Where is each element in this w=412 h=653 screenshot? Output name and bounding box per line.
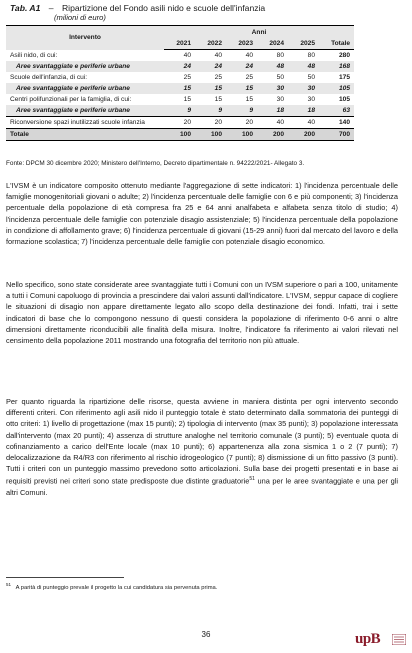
paragraph: Nello specifico, sono state considerate aree svantaggiate tutti i Comuni con un IVSM superiore o pari a 100, unitamente a tutti i Comuni capoluogo di provincia a prescindere dai valori assunti dall'indicatore. L'IVSM, seppur capace di cogliere le situazioni di disagio non appare direttamente legato allo scopo della destinazione dei fondi. Infatti, trai i sette indicatori di base che lo compongono nessuno di questi considera la popolazione di riferimento 0-6 anni o altre dimensioni direttamente riconducibili alle finalità della misura. Inoltre, l'indicatore fa riferimento ai valori rilevati nel censimento della popolazione 2011 mostrando una fotografia del territorio non più attuale. bbox=[6, 280, 398, 346]
table-row bbox=[6, 61, 354, 72]
footnote bbox=[6, 581, 217, 592]
upb-logo bbox=[355, 631, 410, 649]
row-total: 175 bbox=[338, 74, 350, 81]
row-total: 63 bbox=[342, 107, 350, 114]
table-dash: – bbox=[48, 3, 54, 13]
paragraph bbox=[6, 396, 398, 498]
row-label: Aree svantaggiate e periferie urbane bbox=[16, 85, 130, 92]
row-total: 105 bbox=[338, 96, 350, 103]
row-value: 100 bbox=[210, 131, 222, 138]
table-total-row bbox=[6, 129, 354, 141]
row-value: 20 bbox=[245, 119, 253, 126]
row-value: 25 bbox=[183, 74, 191, 81]
row-value: 80 bbox=[276, 52, 284, 59]
table-row bbox=[6, 83, 354, 94]
row-value: 9 bbox=[249, 107, 253, 114]
row-value: 9 bbox=[187, 107, 191, 114]
row-total: 280 bbox=[338, 52, 350, 59]
row-label: Aree svantaggiate e periferie urbane bbox=[16, 107, 130, 114]
logo-mark: upB bbox=[355, 631, 381, 647]
page-number: 36 bbox=[201, 630, 211, 639]
row-value: 9 bbox=[218, 107, 222, 114]
row-value: 15 bbox=[183, 96, 191, 103]
row-total: 168 bbox=[338, 63, 350, 70]
table-row bbox=[6, 50, 354, 62]
row-value: 40 bbox=[276, 119, 284, 126]
row-value: 18 bbox=[307, 107, 315, 114]
row-label: Riconversione spazi inutilizzati scuole infanzia bbox=[10, 119, 145, 126]
row-label: Aree svantaggiate e periferie urbane bbox=[16, 63, 130, 70]
paragraph: L'IVSM è un indicatore composito ottenuto mediante l'aggregazione di sette indicatori: 1) l'incidenza percentuale delle famiglie monogenitoriali giovani o adulte; 2) l'incidenza percentuale delle famiglie con 6 e più componenti; 3) l'incidenza percentuale della popolazione di età compresa fra 25 e 64 anni analfabeta e alfabeta senza titolo di studio; 4) l'incidenza percentuale delle famiglie con potenziale disagio assistenziale; 5) l'incidenza percentuale della popolazione in condizione di affollamento grave; 6) l'incidenza percentuale di giovani (15-29 anni) fuori dal mercato del lavoro e della formazione scolastica; 7) l'incidenza percentuale delle famiglie con potenziale disagio economico. bbox=[6, 181, 398, 247]
row-value: 30 bbox=[276, 85, 284, 92]
row-value: 20 bbox=[214, 119, 222, 126]
row-value: 50 bbox=[276, 74, 284, 81]
header-year: 2022 bbox=[195, 38, 226, 50]
row-value: 25 bbox=[214, 74, 222, 81]
row-value: 200 bbox=[272, 131, 284, 138]
row-label: Centri polifunzionali per la famiglia, di cui: bbox=[10, 96, 132, 103]
row-value: 50 bbox=[307, 74, 315, 81]
row-value: 100 bbox=[241, 131, 253, 138]
row-total: 140 bbox=[338, 119, 350, 126]
row-value: 18 bbox=[276, 107, 284, 114]
table-row bbox=[6, 105, 354, 117]
header-year: 2021 bbox=[164, 38, 195, 50]
row-value: 24 bbox=[245, 63, 253, 70]
paragraph-text: una per le aree svantaggiate e una per gli altri Comuni. bbox=[6, 476, 398, 498]
header-year: 2023 bbox=[226, 38, 257, 50]
row-value: 30 bbox=[307, 85, 315, 92]
header-intervento: Intervento bbox=[6, 26, 164, 50]
header-totale: Totale bbox=[319, 38, 354, 50]
row-value: 30 bbox=[276, 96, 284, 103]
table-row bbox=[6, 94, 354, 105]
row-value: 25 bbox=[245, 74, 253, 81]
table-row bbox=[6, 117, 354, 129]
table-header-row bbox=[6, 26, 354, 39]
table-title bbox=[10, 3, 265, 14]
header-year: 2025 bbox=[288, 38, 319, 50]
data-table bbox=[6, 25, 354, 141]
row-value: 40 bbox=[307, 119, 315, 126]
row-value: 20 bbox=[183, 119, 191, 126]
row-total: 700 bbox=[338, 131, 350, 138]
row-label: Totale bbox=[10, 131, 29, 138]
footnote-separator bbox=[6, 577, 124, 578]
table-number: Tab. A1 bbox=[10, 3, 41, 13]
header-year: 2024 bbox=[257, 38, 288, 50]
row-value: 24 bbox=[183, 63, 191, 70]
row-value: 30 bbox=[307, 96, 315, 103]
row-total: 105 bbox=[338, 85, 350, 92]
row-value: 48 bbox=[307, 63, 315, 70]
row-value: 15 bbox=[245, 85, 253, 92]
row-value: 15 bbox=[214, 96, 222, 103]
row-label: Asili nido, di cui: bbox=[10, 51, 58, 59]
row-value: 40 bbox=[183, 52, 191, 59]
row-value: 200 bbox=[303, 131, 315, 138]
header-anni: Anni bbox=[164, 26, 354, 39]
row-value: 100 bbox=[179, 131, 191, 138]
row-label: Scuole dell'infanzia, di cui: bbox=[10, 74, 88, 81]
table-title-text: Ripartizione del Fondo asili nido e scuole dell'infanzia bbox=[61, 3, 266, 13]
row-value: 40 bbox=[214, 52, 222, 59]
footnote-text: A parità di punteggio prevale il progetto la cui candidatura sia pervenuta prima. bbox=[15, 584, 218, 591]
row-value: 80 bbox=[307, 52, 315, 59]
row-value: 15 bbox=[214, 85, 222, 92]
footnote-number: 51 bbox=[6, 582, 12, 587]
table-source: Fonte: DPCM 30 dicembre 2020; Ministero dell'Interno, Decreto dipartimentale n. 94222/2021- Allegato 3. bbox=[6, 160, 305, 167]
logo-emblem-icon bbox=[392, 634, 406, 645]
table-subtitle: (milioni di euro) bbox=[54, 13, 106, 22]
data-table-container bbox=[6, 25, 354, 141]
paragraph-text: Per quanto riguarda la ripartizione delle risorse, questa avviene in maniera distinta per ogni intervento secondo differenti criteri. Con riferimento agli asili nido il punteggio totale è stato determinato dalla sommatoria dei punteggi di otto criteri: 1) livello di progettazione (max 15 punti); 2) tipologia di intervento (max 35 punti); 3) popolazione interessata dall'intervento (max 20 punti); 4) assenza di strutture analoghe nel territorio comunale (3 punti); 5) eventuale quota di cofinanziamento a carico dell'Ente locale (max 10 punti); 6) appartenenza alla zona sismica 1 o 2 (7 punti); 7) delocalizzazione da R4/R3 con riferimento al rischio idrogeologico (7 punti); 8) dismissione di un fitto passivo (3 punti). Tutti i criteri con un punteggio massimo prevedono sotto articolazioni. Sulla base dei progetti presentati e in base ai requisiti previsti nei criteri sono state predisposte due distinte graduatorie bbox=[6, 397, 398, 486]
footnote-reference[interactable]: 51 bbox=[249, 476, 255, 483]
row-value: 15 bbox=[183, 85, 191, 92]
row-value: 48 bbox=[276, 63, 284, 70]
row-value: 40 bbox=[245, 52, 253, 59]
table-row bbox=[6, 72, 354, 83]
row-value: 24 bbox=[214, 63, 222, 70]
row-value: 15 bbox=[245, 96, 253, 103]
